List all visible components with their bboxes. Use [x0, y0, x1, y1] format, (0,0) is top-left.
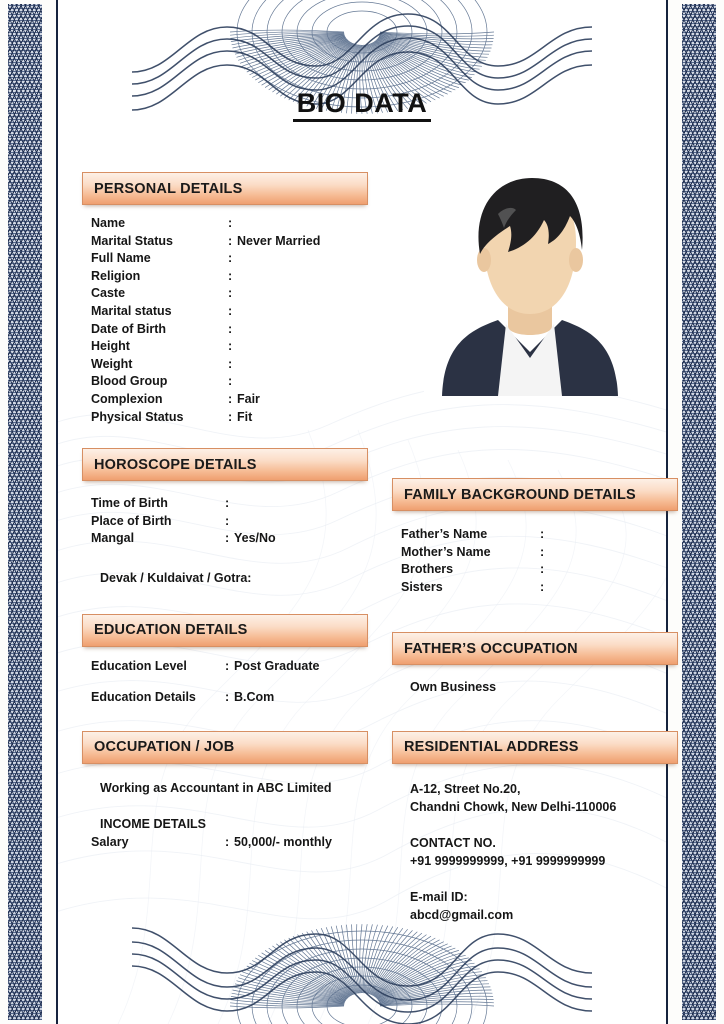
field-row: [91, 338, 368, 356]
field-label: Weight: [91, 356, 133, 371]
field-label: Sisters: [401, 579, 443, 594]
devak-kuldaivat-gotra-line: Devak / Kuldaivat / Gotra:: [100, 570, 252, 585]
working-as-line: Working as Accountant in ABC Limited: [100, 780, 332, 795]
fathers-occupation-body: [392, 679, 678, 697]
field-label: Blood Group: [91, 374, 168, 389]
field-row: [91, 285, 368, 303]
field-value: Never Married: [237, 233, 321, 248]
section-header-label: EDUCATION DETAILS: [94, 622, 248, 638]
section-personal-details: [82, 172, 368, 426]
field-label: Name: [91, 216, 126, 230]
field-row: [91, 391, 368, 409]
section-header-occupation-job: [82, 731, 368, 764]
field-colon: :: [228, 286, 233, 301]
section-fathers-occupation: [392, 632, 678, 697]
section-education-details: [82, 614, 368, 707]
occupation-fields: [82, 780, 368, 852]
field-colon: :: [228, 374, 233, 389]
left-column: [82, 172, 368, 851]
field-label: Education Level: [91, 658, 187, 673]
fathers-occupation-value: Own Business: [410, 680, 497, 695]
field-row: [91, 303, 368, 321]
field-label: Education Details: [91, 690, 196, 705]
field-row: [401, 544, 678, 562]
section-header-family-background-details: [392, 478, 678, 511]
field-label: Marital Status: [91, 233, 173, 248]
field-row: [401, 526, 678, 544]
field-colon: :: [228, 321, 233, 336]
field-value: Fit: [237, 409, 253, 424]
field-row: [91, 215, 368, 233]
field-colon: :: [228, 216, 233, 230]
border-band-left: [8, 4, 42, 1020]
address-line-1: A-12, Street No.20,: [410, 781, 521, 796]
section-header-fathers-occupation: [392, 632, 678, 665]
field-label: Mother’s Name: [401, 544, 491, 559]
field-value: Fair: [237, 391, 260, 406]
section-header-label: OCCUPATION / JOB: [94, 739, 235, 756]
section-header-personal-details: [82, 172, 368, 205]
field-colon: :: [228, 391, 233, 406]
field-row: [91, 373, 368, 391]
field-label: Marital status: [91, 303, 172, 318]
personal-details-fields: [82, 215, 368, 426]
horoscope-fields: [82, 495, 368, 587]
field-row: [91, 409, 368, 427]
field-value: Yes/No: [234, 531, 276, 546]
section-header-education-details: [82, 614, 368, 647]
contact-no-heading: CONTACT NO.: [410, 836, 496, 851]
avatar-photo: [424, 168, 636, 396]
email-address: abcd@gmail.com: [410, 907, 514, 922]
field-colon: :: [228, 356, 233, 371]
border-band-right: [682, 4, 716, 1020]
address-line-2: Chandni Chowk, New Delhi-110006: [410, 799, 617, 814]
field-label: Caste: [91, 286, 126, 301]
field-colon: :: [225, 834, 230, 849]
section-header-label: FAMILY BACKGROUND DETAILS: [404, 486, 636, 503]
field-label: Physical Status: [91, 409, 184, 424]
section-family-background-details: [392, 478, 678, 596]
field-row: [91, 321, 368, 339]
field-row: [91, 513, 368, 531]
field-row: [401, 561, 678, 579]
field-colon: :: [228, 303, 233, 318]
field-colon: :: [228, 409, 233, 424]
document-title-text: BIO DATA: [293, 88, 431, 122]
field-colon: :: [540, 544, 545, 559]
section-occupation-job: [82, 731, 368, 852]
section-header-label: RESIDENTIAL ADDRESS: [404, 739, 579, 756]
field-label: Place of Birth: [91, 513, 172, 528]
section-header-label: PERSONAL DETAILS: [94, 180, 243, 197]
document-title: [0, 88, 724, 119]
field-row: [91, 495, 368, 513]
field-colon: :: [225, 531, 230, 546]
right-column: [392, 478, 678, 925]
section-header-horoscope-details: [82, 448, 368, 481]
field-row: [91, 268, 368, 286]
field-colon: :: [225, 690, 230, 705]
salary-label: Salary: [91, 834, 129, 849]
field-value: B.Com: [234, 690, 275, 705]
field-colon: :: [540, 579, 545, 594]
field-row: [91, 530, 368, 548]
field-colon: :: [228, 268, 233, 283]
field-row: [401, 579, 678, 597]
section-residential-address: [392, 731, 678, 925]
field-row: [91, 250, 368, 268]
contact-numbers: +91 9999999999, +91 9999999999: [410, 853, 606, 868]
section-header-label: FATHER’S OCCUPATION: [404, 640, 578, 657]
salary-value: 50,000/- monthly: [234, 834, 332, 849]
field-label: Mangal: [91, 531, 135, 546]
field-row: [91, 233, 368, 251]
field-colon: :: [540, 562, 545, 577]
field-label: Full Name: [91, 251, 151, 266]
section-header-label: HOROSCOPE DETAILS: [94, 456, 257, 473]
email-id-heading: E-mail ID:: [410, 890, 468, 905]
section-horoscope-details: [82, 448, 368, 587]
field-label: Religion: [91, 268, 141, 283]
field-label: Brothers: [401, 562, 454, 577]
field-row-salary: [91, 834, 368, 852]
field-colon: :: [540, 527, 545, 541]
education-fields: [82, 658, 368, 707]
residential-address-body: [392, 781, 678, 925]
field-label: Complexion: [91, 391, 163, 406]
family-fields: [392, 526, 678, 596]
field-colon: :: [228, 251, 233, 266]
field-row: [91, 658, 368, 676]
field-row: [91, 689, 368, 707]
field-row: [91, 356, 368, 374]
field-colon: :: [228, 233, 233, 248]
section-header-residential-address: [392, 731, 678, 764]
field-colon: :: [225, 658, 230, 673]
field-value: Post Graduate: [234, 658, 320, 673]
field-label: Date of Birth: [91, 321, 166, 336]
field-label: Height: [91, 339, 130, 354]
field-label: Time of Birth: [91, 496, 168, 511]
field-colon: :: [225, 513, 230, 528]
field-colon: :: [228, 339, 233, 354]
field-colon: :: [225, 496, 230, 511]
field-label: Father’s Name: [401, 527, 488, 541]
income-details-heading: INCOME DETAILS: [100, 817, 207, 832]
